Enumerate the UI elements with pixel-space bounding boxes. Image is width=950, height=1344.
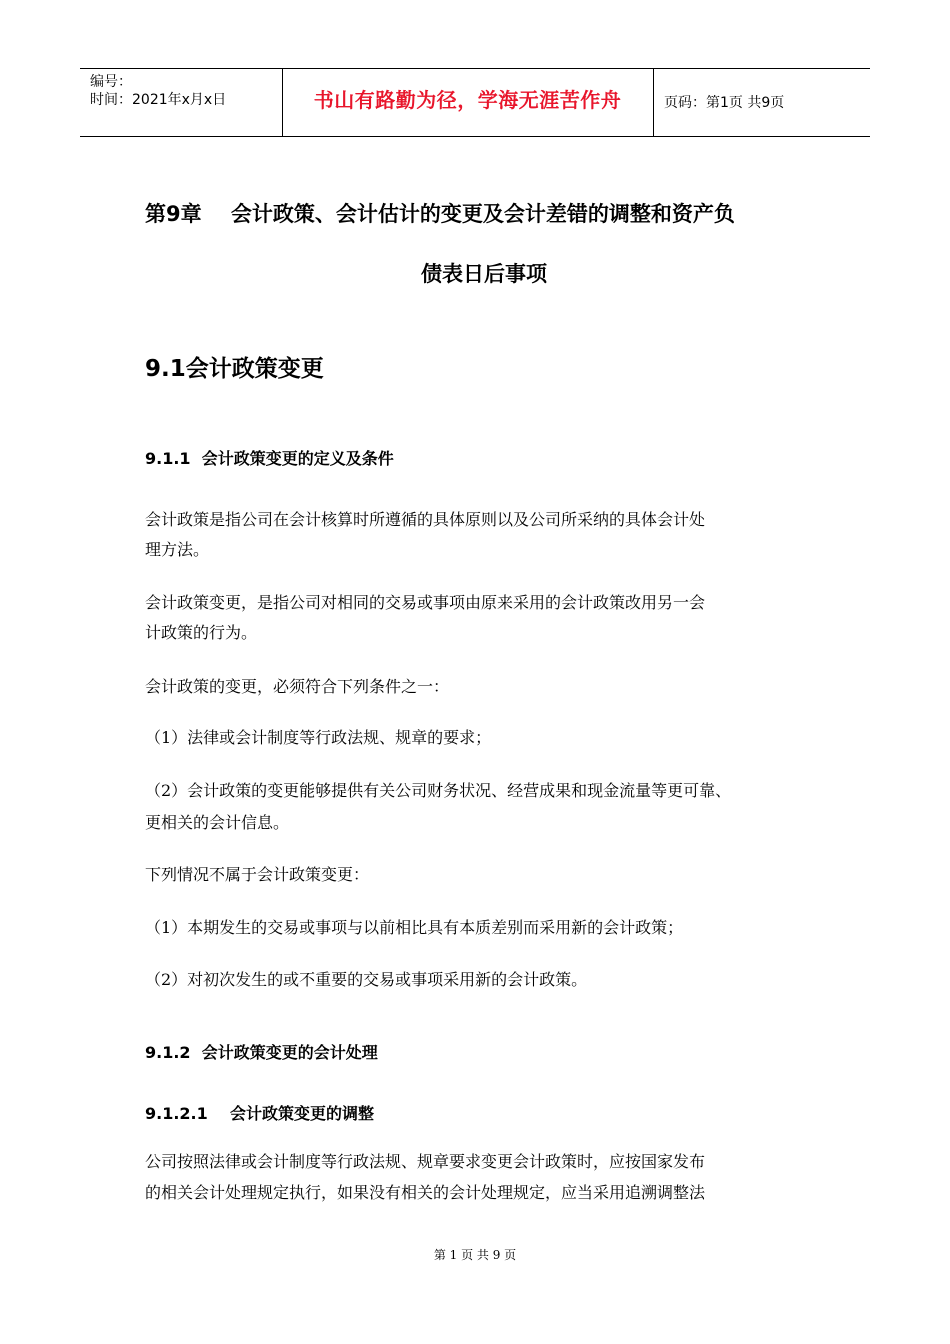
header-time-label: 时间：2021年x月x日	[90, 92, 227, 108]
list-item: （2）对初次发生的或不重要的交易或事项采用新的会计政策。	[145, 970, 588, 989]
paragraph-line: 会计政策是指公司在会计核算时所遵循的具体原则以及公司所采纳的具体会计处	[145, 510, 706, 529]
chapter-title-line-1: 第9章 会计政策、会计估计的变更及会计差错的调整和资产负	[145, 202, 735, 226]
header-number-label: 编号：	[90, 74, 132, 90]
list-item: （1）本期发生的交易或事项与以前相比具有本质差别而采用新的会计政策；	[145, 918, 684, 937]
paragraph-line: 计政策的行为。	[145, 623, 258, 642]
header-bottom-border	[80, 136, 870, 137]
paragraph-line: 会计政策的变更，必须符合下列条件之一：	[145, 677, 450, 696]
paragraph-line: 公司按照法律或会计制度等行政法规、规章要求变更会计政策时，应按国家发布	[145, 1152, 706, 1171]
header-divider-right	[653, 68, 654, 136]
page-footer: 第 1 页 共 9 页	[433, 1248, 517, 1262]
paragraph-line: 会计政策变更，是指公司对相同的交易或事项由原来采用的会计政策改用另一会	[145, 593, 706, 612]
section-heading: 9.1会计政策变更	[145, 356, 324, 382]
subsection-heading-9-1-1: 9.1.1 会计政策变更的定义及条件	[145, 449, 394, 468]
paragraph-line: 理方法。	[145, 540, 210, 559]
subsection-heading-9-1-2: 9.1.2 会计政策变更的会计处理	[145, 1043, 378, 1062]
header-top-border	[80, 68, 870, 69]
subsubsection-heading-9-1-2-1: 9.1.2.1 会计政策变更的调整	[145, 1104, 375, 1123]
paragraph-line: 下列情况不属于会计政策变更：	[145, 865, 370, 884]
list-item: （1）法律或会计制度等行政法规、规章的要求；	[145, 728, 492, 747]
paragraph-line: 的相关会计处理规定执行，如果没有相关的会计处理规定，应当采用追溯调整法	[145, 1183, 706, 1202]
list-item: （2）会计政策的变更能够提供有关公司财务状况、经营成果和现金流量等更可靠、	[145, 781, 732, 800]
header-page-info: 页码：第1页 共9页	[664, 95, 785, 111]
chapter-title-line-2: 债表日后事项	[421, 262, 547, 286]
list-item-continuation: 更相关的会计信息。	[145, 813, 290, 832]
header-motto: 书山有路勤为径，学海无涯苦作舟	[313, 88, 622, 112]
